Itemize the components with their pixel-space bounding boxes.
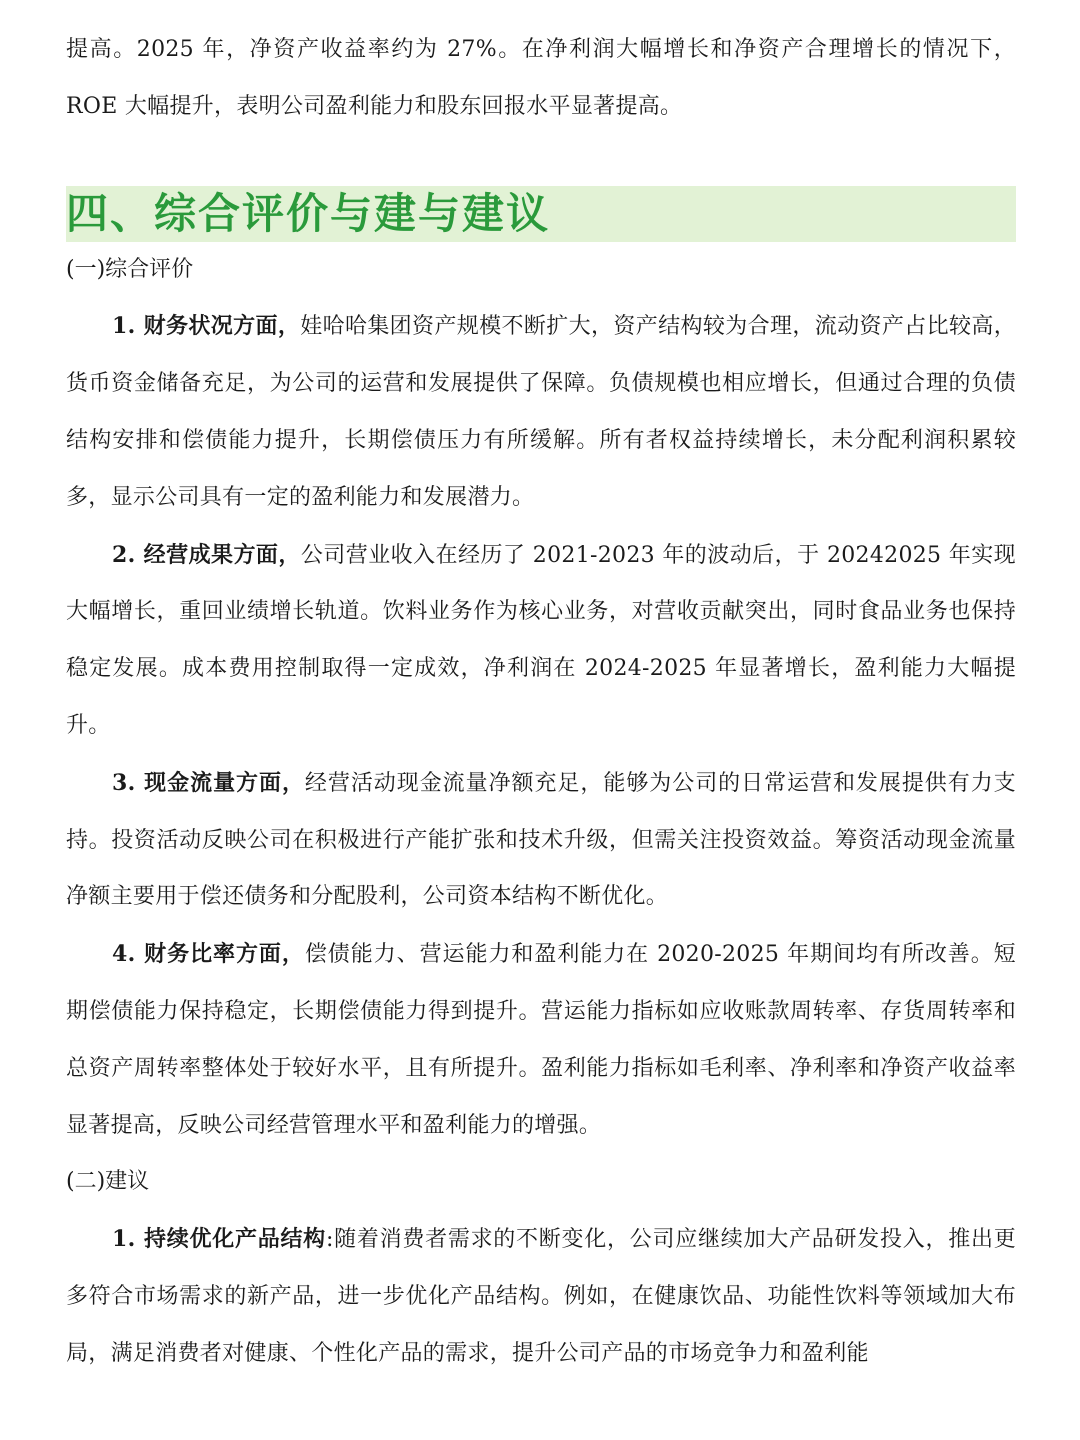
suggestions-heading: (二)建议 [66,1169,150,1195]
evaluation-heading: (一)综合评价 [66,256,194,282]
evaluation-item-body: 公司营业收入在经历了 2021-2023 年的波动后，于 20242025 年实现大幅增长，重回业绩增长轨道。饮料业务作为核心业务，对营收贡献突出，同时食品业务也保持稳定发展。成本费用控制取得一定成效，净利润在 2024-2025 年显著增长，盈利能力大幅提升。 [66,542,1016,738]
evaluation-item-lead: 3. 现金流量方面， [112,769,305,796]
section-title: 四、综合评价与建与建议 [66,186,1016,242]
evaluation-item-lead: 2. 经营成果方面， [112,541,301,568]
evaluation-item [66,527,1016,755]
suggestion-item [66,1211,1016,1382]
evaluation-item-lead: 1. 财务状况方面， [112,313,301,340]
suggestion-item-lead: 1. 持续优化产品结构 [112,1226,326,1253]
suggestion-item-body: :随着消费者需求的不断变化，公司应继续加大产品研发投入，推出更多符合市场需求的新产品，进一步优化产品结构。例如，在健康饮品、功能性饮料等领域加大布局，满足消费者对健康、个性化产品的需求，提升公司产品的市场竞争力和盈利能 [66,1227,1016,1366]
intro-paragraph: 提高。2025 年，净资产收益率约为 27%。在净利润大幅增长和净资产合理增长的情况下，ROE 大幅提升，表明公司盈利能力和股东回报水平显著提高。 [66,37,1016,119]
evaluation-item [66,755,1016,926]
evaluation-item-body: 偿债能力、营运能力和盈利能力在 2020-2025 年期间均有所改善。短期偿债能力保持稳定，长期偿债能力得到提升。营运能力指标如应收账款周转率、存货周转率和总资产周转率整体处于较好水平，且有所提升。盈利能力指标如毛利率、净利率和净资产收益率显著提高，反映公司经营管理水平和盈利能力的增强。 [66,942,1016,1138]
evaluation-item-lead: 4. 财务比率方面， [112,941,305,968]
evaluation-item-body: 经营活动现金流量净额充足，能够为公司的日常运营和发展提供有力支持。投资活动反映公司在积极进行产能扩张和技术升级，但需关注投资效益。筹资活动现金流量净额主要用于偿还债务和分配股利，公司资本结构不断优化。 [66,770,1016,910]
document-page [66,22,1016,1383]
evaluation-item [66,926,1016,1154]
evaluation-item [66,298,1016,526]
evaluation-item-body: 娃哈哈集团资产规模不断扩大，资产结构较为合理，流动资产占比较高，货币资金储备充足，为公司的运营和发展提供了保障。负债规模也相应增长，但通过合理的负债结构安排和偿债能力提升，长期偿债压力有所缓解。所有者权益持续增长，未分配利润积累较多，显示公司具有一定的盈利能力和发展潜力。 [66,314,1016,510]
